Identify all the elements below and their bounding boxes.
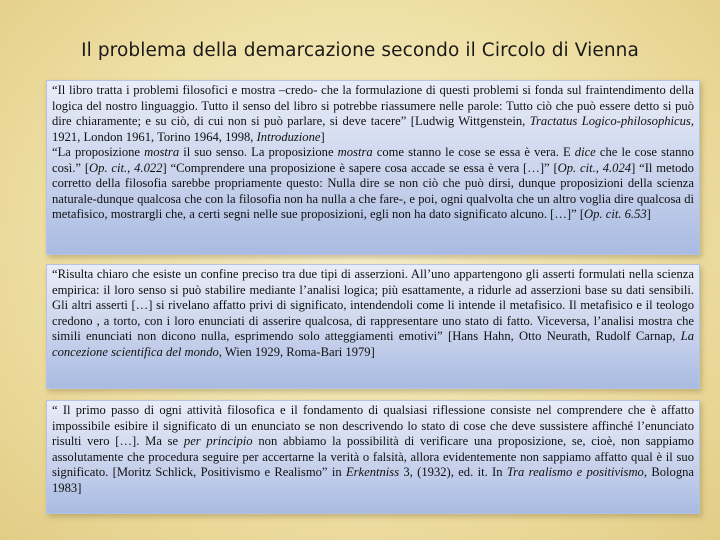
quote-paragraph: “Risulta chiaro che esiste un confine preciso tra due tipi di asserzioni. All’uno appartengono gli asserti formulati nella scienza empirica: il loro senso si può stabilire mediante l’analisi logica; più esattamente, a ridurle ad asserzioni base su dati sensibili. Gli altri asserti […] si rivelano affatto privi di significato, intendendoli come li intende il metafisico. Il metafisico e il teologo credono , a torto, con i loro enunciati di asserire qualcosa, di rappresentare uno stato di fatto. Viceversa, l’analisi mostra che simili enunciati non dicono nulla, esprimendo solo atteggiamenti emotivi” [Hans Hahn, Otto Neurath, Rudolf Carnap, La concezione scientifica del mondo, Wien 1929, Roma-Bari 1979]: [52, 267, 694, 359]
quote-box-wittgenstein: [46, 80, 700, 255]
book-title: Tractatus Logico-philosophicus: [529, 114, 691, 129]
quote-box-vienna-manifesto: [46, 264, 700, 389]
book-section: Introduzione: [256, 129, 321, 144]
quote-box-schlick: [46, 400, 700, 514]
slide-title: Il problema della demarcazione secondo il Circolo di Vienna: [81, 40, 639, 61]
quote-paragraph: “La proposizione mostra il suo senso. La proposizione mostra come stanno le cose se essa è vera. E dice che le cose stanno così.” [Op. cit., 4.022] “Comprendere una proposizione è sapere cosa accade se essa è vera […]” [Op. cit., 4.024] “Il metodo corretto della filosofia sarebbe propriamente questo: Nulla dire se non ciò che può dirsi, dunque proposizioni della scienza naturale-dunque qualcosa che con la filosofia non ha nulla a che fare-, e poi, ogni qualvolta che un altro voglia dire qualcosa di metafisico, mostrargli che, a certi segni nelle sue proposizioni, egli non ha dato significato alcuno. […]” [Op. cit. 6.53]: [52, 145, 694, 222]
book-title: Tra realismo e positivismo: [506, 465, 644, 480]
book-title: La concezione scientifica del mondo: [52, 329, 694, 359]
citation-ref: Op. cit., 4.022: [89, 160, 163, 175]
quote-paragraph: “ Il primo passo di ogni attività filosofica e il fondamento di qualsiasi riflessione consiste nel comprendere che è affatto impossibile esibire il significato di un enunciato se non descrivendo lo stato di cose che deve sussistere affinché l’enunciato risulti vero […]. Ma se per principio non abbiamo la possibilità di verificare una proposizione, se, cioè, non sappiamo assolutamente che procedura seguire per accertarne la verità o falsità, allora evidentemente non sappiamo affatto qual è il suo significato. [Moritz Schlick, Positivismo e Realismo” in Erkentniss 3, (1932), ed. it. In Tra realismo e positivismo, Bologna 1983]: [52, 403, 694, 495]
quote-paragraph: “Il libro tratta i problemi filosofici e mostra –credo- che la formulazione di questi problemi si fonda sul fraintendimento della logica del nostro linguaggio. Tutto il senso del libro si potrebbe riassumere nelle parole: Tutto ciò che può essere detto si può dire chiaramente; e su ciò, di cui non si può parlare, si deve tacere” [Ludwig Wittgenstein, Tractatus Logico-philosophicus, 1921, London 1961, Torino 1964, 1998, Introduzione]: [52, 83, 694, 144]
citation-ref: Op. cit. 6.53: [584, 207, 647, 222]
citation-ref: Op. cit., 4.024: [557, 160, 632, 175]
journal-title: Erkentniss: [345, 465, 400, 480]
